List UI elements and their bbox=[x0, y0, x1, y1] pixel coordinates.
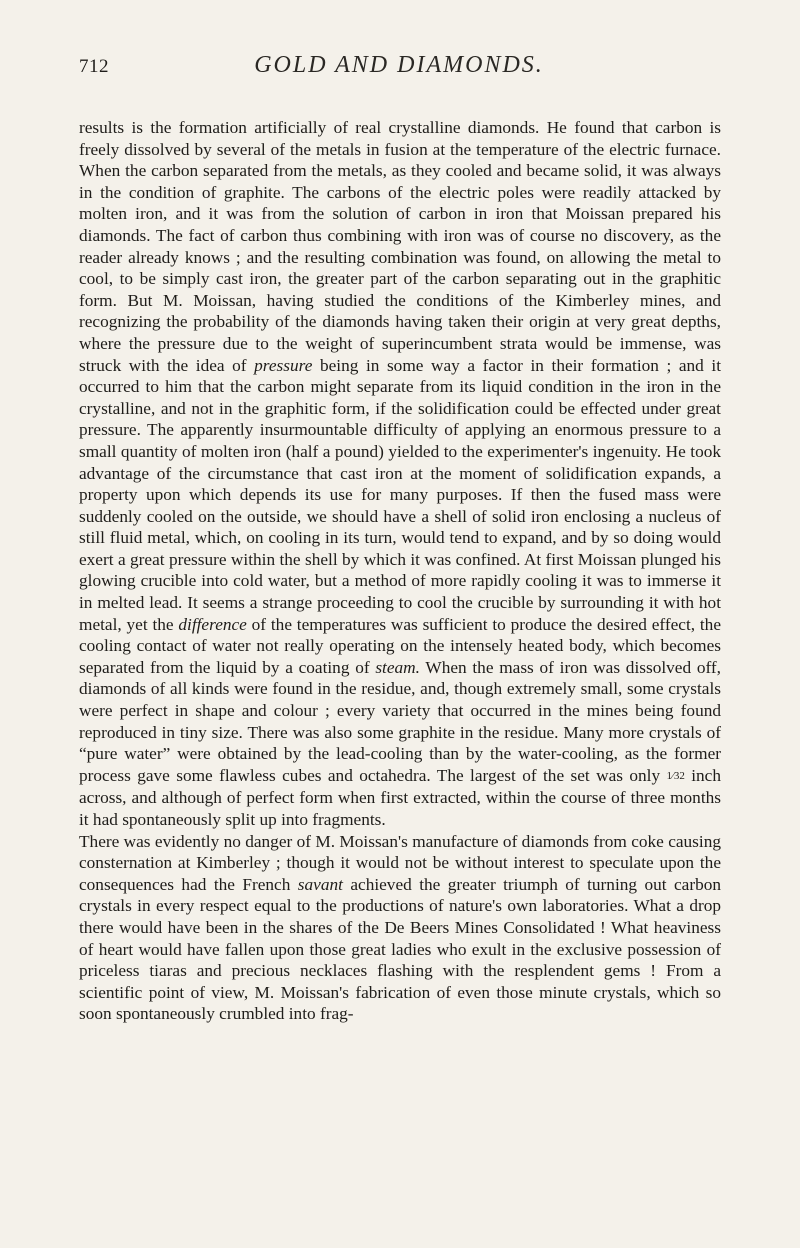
fraction: 1⁄32 bbox=[666, 769, 685, 782]
page-number: 712 bbox=[79, 56, 109, 77]
italic-text: difference bbox=[178, 614, 247, 634]
italic-text: steam. bbox=[375, 657, 420, 677]
paragraph-1 bbox=[79, 117, 721, 831]
text-run: being in some way a factor in their formation ; and it occurred to him that the carbon might separate from its liquid condition in the iron in the crystalline, and not in the graphitic form, if the solidification could be effected under great pressure. The apparently insurmountable difficulty of applying an enormous pressure to a small quantity of molten iron (half a pound) yielded to the experimenter's ingenuity. He took advantage of the circumstance that cast iron at the moment of solidification expands, a property upon which depends its use for many purposes. If then the fused mass were suddenly cooled on the outside, we should have a shell of solid iron enclosing a nucleus of still fluid metal, which, on cooling in its turn, would tend to expand, and by so doing would exert a great pressure within the shell by which it was confined. At first Moissan plunged his glowing crucible into cold water, but a method of more rapidly cooling it was to immerse it in melted lead. It seems a strange proceeding to cool the crucible by surrounding it with hot metal, yet the bbox=[79, 355, 721, 634]
paragraph-2 bbox=[79, 831, 721, 1025]
running-head bbox=[79, 52, 719, 86]
body-text bbox=[79, 117, 721, 1025]
text-run: When the mass of iron was dissolved off, diamonds of all kinds were found in the residue, and, though extremely small, some crystals were perfect in shape and colour ; every variety that occurred in the mines being found reproduced in tiny size. There was also some graphite in the residue. Many more crystals of “pure water” were obtained by the lead-cooling than by the water-cooling, as the former process gave some flawless cubes and octahedra. The largest of the set was only bbox=[79, 657, 721, 785]
text-run: There was evidently no danger of M. Moissan's manufacture of diamonds from coke causing consternation at Kimberley ; though it would not be without interest to speculate upon the consequences had the French bbox=[79, 831, 721, 894]
italic-text: pressure bbox=[254, 355, 313, 375]
italic-text: savant bbox=[297, 874, 343, 894]
text-run: results is the formation artificially of real crystalline diamonds. He found that carbon is freely dissolved by several of the metals in fusion at the temperature of the electric furnace. When the carbon separated from the metals, as they cooled and became solid, it was always in the condition of graphite. The carbons of the electric poles were readily attacked by molten iron, and it was from the solution of carbon in iron that Moissan prepared his diamonds. The fact of carbon thus combining with iron was of course no discovery, as the reader already knows ; and the resulting combination was found, on allowing the metal to cool, to be simply cast iron, the greater part of the carbon separating out in the graphitic form. But M. Moissan, having studied the conditions of the Kimberley mines, and recognizing the probability of the diamonds having taken their origin at very great depths, where the pressure due to the weight of superincumbent strata would be immense, was struck with the idea of bbox=[79, 118, 721, 375]
text-run: inch across, and although of perfect form when first extracted, within the course of three months it had spontaneously split up into fragments. bbox=[79, 765, 721, 829]
text-run: achieved the greater triumph of turning out carbon crystals in every respect equal to the productions of nature's own laboratories. What a drop there would have been in the shares of the De Beers Mines Consolidated ! What heaviness of heart would have fallen upon those great ladies who exult in the exclusive possession of priceless tiaras and precious necklaces flashing with the resplendent gems ! From a scientific point of view, M. Moissan's fabrication of even those minute crystals, which so soon spontaneously crumbled into frag- bbox=[79, 874, 721, 1024]
running-title: GOLD AND DIAMONDS. bbox=[254, 52, 544, 78]
text-run: of the temperatures was sufficient to produce the desired effect, the cooling contact of water not really operating on the intensely heated body, which becomes separated from the liquid by a coating of bbox=[79, 614, 721, 677]
